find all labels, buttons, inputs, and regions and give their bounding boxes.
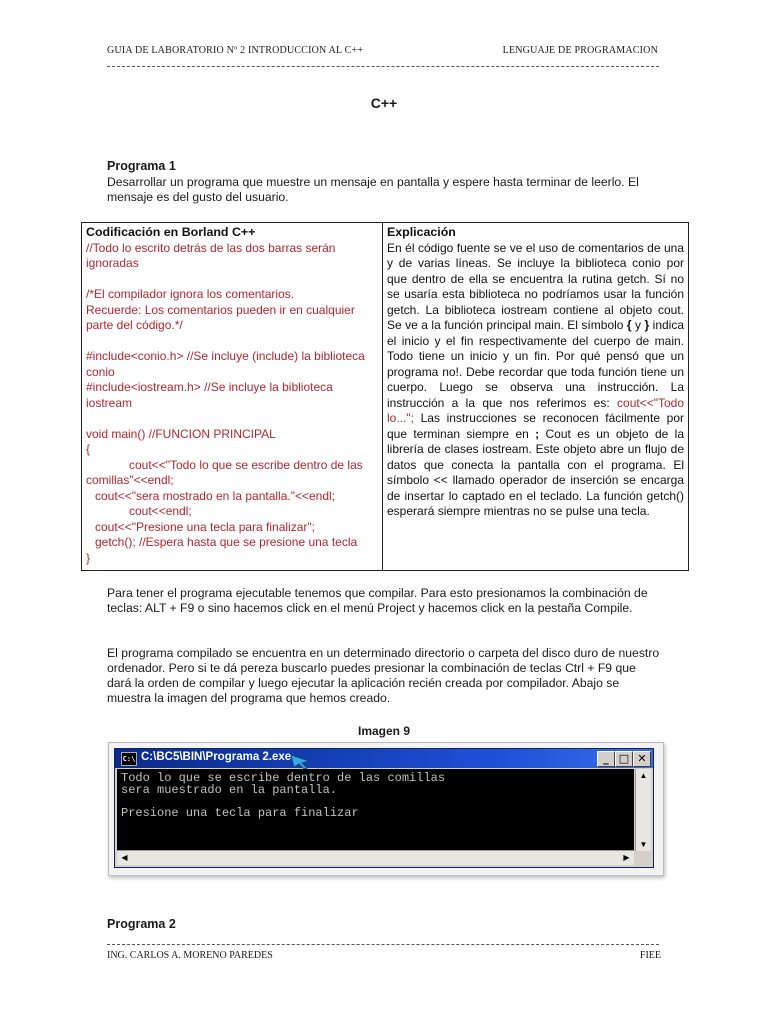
code-column-header: Codificación en Borland C++ [86, 225, 256, 239]
compile-paragraph: Para tener el programa ejecutable tenemos que compilar. Para esto presionamos la combinación de teclas: ALT + F9 o sino hacemos click en el menú Project y hacemos click en la pestaña Compile. [107, 586, 648, 615]
header-divider [107, 66, 659, 67]
code-line [86, 411, 378, 427]
code-line: /*El compilador ignora los comentarios. [86, 287, 295, 301]
footer-left: ING. CARLOS A. MORENO PAREDES [107, 950, 273, 961]
scroll-right-icon[interactable]: ▶ [623, 853, 630, 862]
code-line: cout<<"sera mostrado en la pantalla."<<endl; [95, 488, 336, 503]
code-line: #include<conio.h> //Se incluye (include) la biblioteca conio [86, 349, 365, 379]
run-paragraph: El programa compilado se encuentra en un determinado directorio o carpeta del disco duro de nuestro ordenador. Pero si te dá pereza buscarlo puedes presionar la combinación de teclas Ctrl + F9 que dará la orden de compilar y luego ejecutar la aplicación recién creada por compilador. Abajo se muestra la imagen del programa que hemos creado. [107, 646, 660, 705]
code-line: } [86, 550, 91, 565]
code-table [81, 222, 689, 571]
scroll-left-icon[interactable]: ◀ [121, 853, 128, 862]
code-line: getch(); //Espera hasta que se presione una tecla [95, 535, 358, 549]
header-right: LENGUAJE DE PROGRAMACION [502, 45, 658, 56]
code-line: void main() //FUNCION PRINCIPAL [86, 426, 276, 441]
page-title: C++ [370, 95, 398, 111]
code-line: //Todo lo escrito detrás de las dos barras serán ignoradas [86, 240, 336, 270]
explanation-cell [383, 223, 689, 571]
mouse-pointer-icon [289, 753, 313, 769]
console-window-title: C:\BC5\BIN\Programa 2.exe [141, 751, 292, 763]
maximize-button[interactable]: □ [615, 751, 633, 767]
horizontal-scrollbar[interactable] [117, 850, 634, 865]
console-output: Todo lo que se escribe dentro de las comillas sera muestrado en la pantalla. Presione una tecla para finalizar [117, 769, 634, 851]
scroll-up-icon[interactable]: ▲ [639, 771, 648, 780]
explanation-column-header: Explicación [387, 225, 456, 239]
scroll-down-icon[interactable]: ▼ [639, 840, 648, 849]
code-line [86, 272, 378, 288]
console-window [114, 748, 654, 868]
console-titlebar[interactable] [115, 749, 653, 768]
programa1-title: Programa 1 [107, 159, 176, 173]
programa1-description: Desarrollar un programa que muestre un mensaje en pantalla y espere hasta terminar de leerlo. El mensaje es del gusto del usuario. [107, 175, 639, 204]
code-cell [82, 223, 383, 571]
minimize-button[interactable]: _ [597, 751, 615, 767]
image-caption: Imagen 9 [357, 724, 411, 738]
resize-grip-icon[interactable] [636, 851, 651, 865]
explanation-text: En él código fuente se ve el uso de comentarios de una y de varias líneas. Se incluye la biblioteca conio por que dentro de ella se encuentra la rutina getch. Sí no se usaría esta biblioteca no podríamos usar la función getch. La biblioteca iostream contiene al objeto cout. Se ve a la función principal main. El símbolo { y } indica el inicio y el fin respectivamente del cuerpo de main. Todo tiene un inicio y un fin. Por qué pensó que un programa no!. Debe recordar que toda función tiene un cuerpo. Luego se observa una instrucción. La instrucción a la que nos referimos es: cout<<"Todo lo..."; Las instrucciones se reconocen fácilmente por que terminan siempre en ; Cout es un objeto de la librería de clases iostream. Este objeto abre un flujo de datos que conecta la pantalla con el programa. El símbolo << llamado operador de inserción se encarga de insertar lo captado en el teclado. La función getch() esperará siempre mientras no se pulse una tecla. [387, 240, 684, 518]
footer-right: FIEE [639, 950, 661, 961]
code-line: cout<<"Todo lo que se escribe dentro de las comillas"<<endl; [86, 457, 363, 487]
header-left: GUIA DE LABORATORIO Nº 2 INTRODUCCION AL C++ [107, 45, 364, 56]
code-line: cout<<"Presione una tecla para finalizar"; [95, 519, 315, 534]
code-line: cout<<endl; [129, 504, 192, 518]
code-line: #include<iostream.h> //Se incluye la biblioteca iostream [86, 380, 333, 410]
code-line [86, 334, 378, 350]
vertical-scrollbar[interactable] [635, 769, 651, 851]
code-line: { [86, 442, 91, 456]
footer-divider [107, 944, 659, 945]
programa2-title: Programa 2 [107, 917, 176, 931]
console-app-icon[interactable]: C:\ [121, 752, 137, 766]
close-button[interactable]: ✕ [633, 751, 651, 767]
code-line: Recuerde: Los comentarios pueden ir en cualquier parte del código.*/ [86, 302, 355, 332]
